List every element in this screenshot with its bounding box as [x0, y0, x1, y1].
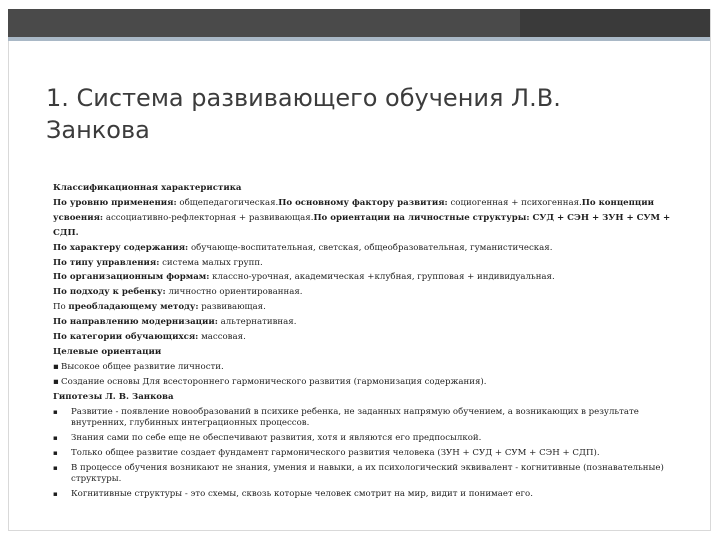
bullet-icon: ▪ [53, 448, 58, 457]
bullet-icon: ▪ [53, 433, 58, 442]
hypothesis-item-text: В процессе обучения возникают не знания, умения и навыки, а их психологический эквивалент - когнитивные (познавательные) структуры. [71, 462, 664, 485]
hypothesis-item [53, 487, 688, 502]
goal-item [53, 360, 688, 375]
bullet-icon: ▪ [53, 376, 59, 387]
classification-management: По типу управления: система малых групп. [53, 257, 263, 268]
hypothesis-item [53, 446, 688, 461]
slide-title: 1. Система развивающего обучения Л.В. Занкова [46, 84, 561, 144]
classification-forms: По организационным формам: классно-урочная, академическая +клубная, групповая + индивидуальная. [53, 272, 555, 283]
bullet-icon: ▪ [53, 361, 59, 372]
goal-item [53, 375, 688, 390]
hypotheses-heading: Гипотезы Л. В. Занкова [53, 391, 174, 402]
goal-item-text: Высокое общее развитие личности. [61, 361, 224, 372]
goal-item-text: Создание основы Для всестороннего гармонического развития (гармонизация содержания). [61, 376, 487, 387]
hypothesis-item-text: Только общее развитие создает фундамент гармонического развития человека (ЗУН + СУД + СУМ + СЭН + СДП). [71, 447, 600, 458]
hypothesis-item [53, 405, 688, 431]
hypothesis-item [53, 461, 688, 487]
classification-method: По преобладающему методу: развивающая. [53, 302, 266, 313]
classification-content: По характеру содержания: обучающе-воспитательная, светская, общеобразовательная, гуманистическая. [53, 242, 553, 253]
classification-level-factor-assimilation: По уровню применения: общепедагогическая.По основному фактору развития: социогенная + психогенная.По концепции усвоения: ассоциативно-рефлекторная + развивающая.По ориентации на личностные структуры: СУД + СЭН + ЗУН + СУМ + СДП. [53, 197, 671, 238]
goals-heading: Целевые ориентации [53, 346, 162, 357]
classification-students: По категории обучающихся: массовая. [53, 332, 246, 343]
hypothesis-item-text: Когнитивные структуры - это схемы, сквозь которые человек смотрит на мир, видит и понимает его. [71, 489, 533, 500]
bullet-icon: ▪ [53, 463, 58, 472]
slide-top-bar-accent [520, 9, 710, 37]
hypothesis-item [53, 431, 688, 446]
bullet-icon: ▪ [53, 490, 58, 499]
classification-approach: По подходу к ребенку: личностно ориентированная. [53, 287, 303, 298]
slide-accent-line [8, 37, 710, 41]
hypothesis-item-text: Развитие - появление новообразований в психике ребенка, не заданных напрямую обучением, а возникающих в результате внутренних, глубинных интеграционных процессов. [71, 406, 639, 429]
classification-heading: Классификационная характеристика [53, 183, 242, 193]
hypothesis-item-text: Знания сами по себе еще не обеспечивают развития, хотя и являются его предпосылкой. [71, 432, 482, 443]
slide-content [53, 181, 688, 502]
classification-modernization: По направлению модернизации: альтернативная. [53, 317, 297, 328]
bullet-icon: ▪ [53, 407, 58, 416]
